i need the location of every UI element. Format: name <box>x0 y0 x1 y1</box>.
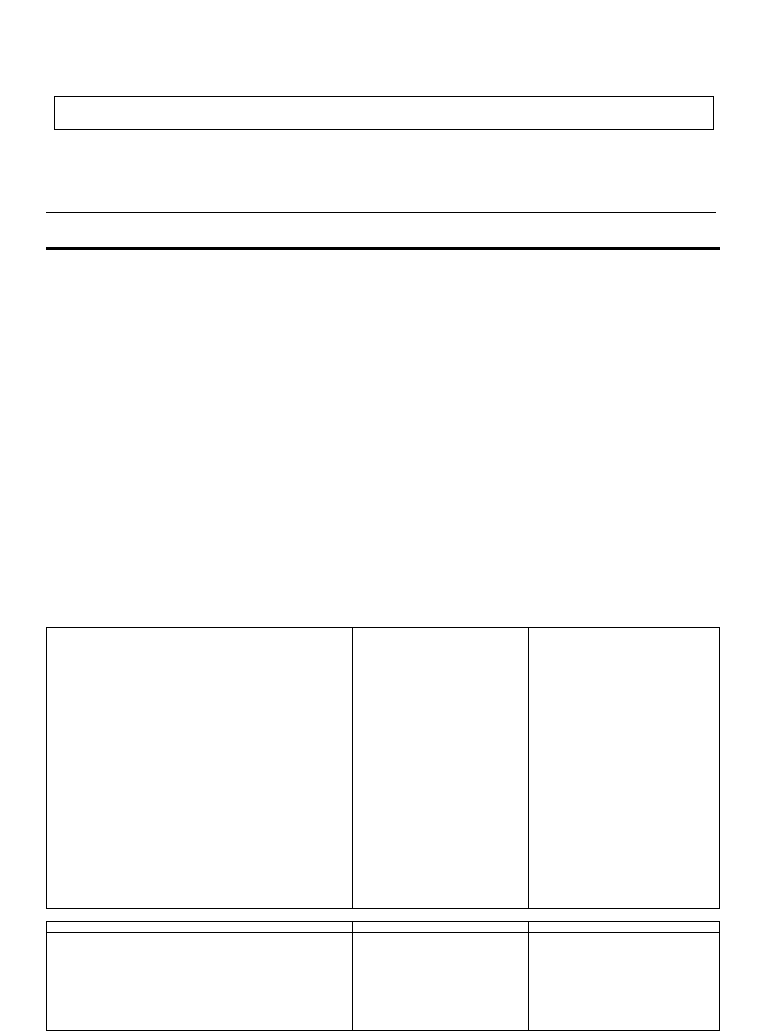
sources-cell-2 <box>529 933 720 1031</box>
performance-table <box>46 627 720 909</box>
col-targets-header-2 <box>47 922 353 933</box>
targets-cell <box>47 628 353 909</box>
col-assessment-header-2 <box>353 922 529 933</box>
col-assessment-header <box>357 249 537 250</box>
goal-box <box>54 96 714 130</box>
targets-cell-2 <box>47 933 353 1031</box>
assessment-cell <box>353 628 529 909</box>
col-sources-header <box>537 249 720 250</box>
col-sources-header-2 <box>529 922 720 933</box>
performance-table-continued <box>46 921 720 1031</box>
assessment-cell-2 <box>353 933 529 1031</box>
section-divider <box>46 212 716 213</box>
indicator-table <box>46 247 720 250</box>
col-targets-header <box>47 249 357 250</box>
sources-cell <box>529 628 720 909</box>
